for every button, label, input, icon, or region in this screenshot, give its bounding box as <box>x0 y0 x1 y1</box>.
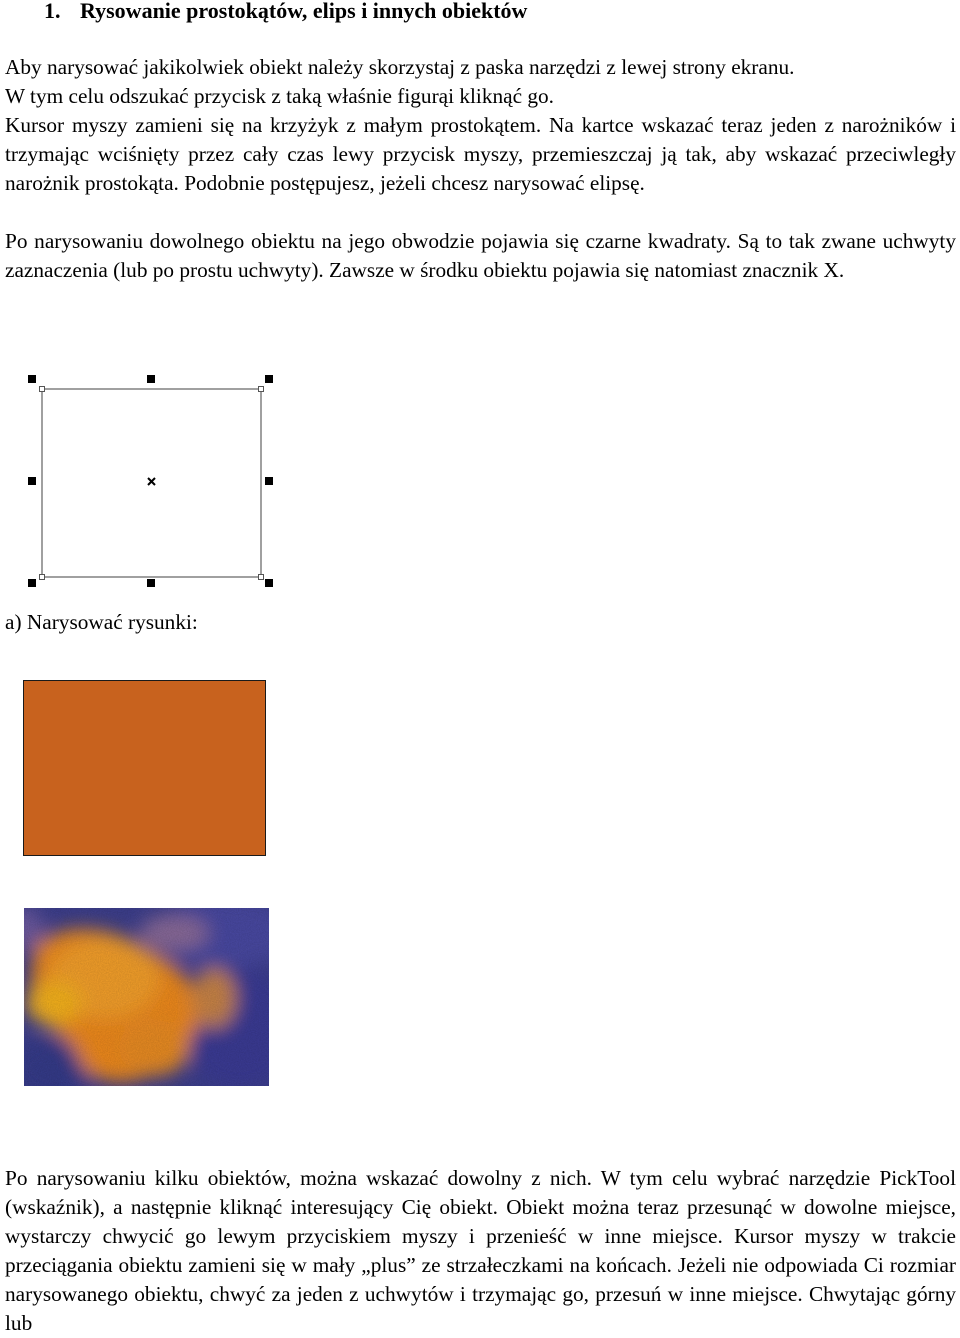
selection-handle-bottom-right <box>265 579 273 587</box>
orange-filled-rectangle <box>23 680 266 856</box>
exercise-label: a) Narysować rysunki: <box>5 610 198 634</box>
selection-handle-middle-left <box>28 477 36 485</box>
intro-line-2: W tym celu odszukać przycisk z taką właśnie figurąi kliknąć go. <box>5 84 554 108</box>
corner-node-br <box>259 575 264 580</box>
fractal-texture-rectangle <box>24 908 269 1086</box>
handles-paragraph: Po narysowaniu dowolnego obiektu na jego obwodzie pojawia się czarne kwadraty. Są to tak zwane uchwyty zaznaczenia (lub po prostu uchwyty). Zawsze w środku obiektu pojawia się natomiast znacznik X. <box>5 229 956 282</box>
section-title: Rysowanie prostokątów, elips i innych obiektów <box>80 0 528 23</box>
selection-handle-middle-right <box>265 477 273 485</box>
selection-handles-figure <box>24 370 284 592</box>
intro-paragraph: Kursor myszy zamieni się na krzyżyk z małym prostokątem. Na kartce wskazać teraz jeden z narożników i trzymając wciśnięty przez cały czas lewy przycisk myszy, przemieszczaj ją tak, aby wskazać przeciwległy narożnik prostokąta. Podobnie postępujesz, jeżeli chcesz narysować elipsę. <box>5 113 956 195</box>
section-number: 1. <box>44 0 61 23</box>
selection-handle-bottom-center <box>147 579 155 587</box>
closing-paragraph: Po narysowaniu kilku obiektów, można wskazać dowolny z nich. W tym celu wybrać narzędzie PickTool (wskaźnik), a następnie kliknąć interesujący Cię obiekt. Obiekt można teraz przesunąć w dowolne miejsce, wystarczy chwycić go lewym przyciskiem myszy i przenieść w inne miejsce. Kursor myszy w trakcie przeciągania obiektu zamieni się w mały „plus” ze strzałeczkami na końcach. Jeżeli nie odpowiada Ci rozmiar narysowanego obiektu, chwyć za jeden z uchwytów i trzymając go, przesuń w inne miejsce. Chwytając górny lub <box>5 1166 956 1335</box>
corner-node-tl <box>40 387 45 392</box>
selected-rectangle <box>42 389 261 577</box>
selection-handle-top-left <box>28 375 36 383</box>
corner-node-tr <box>259 387 264 392</box>
intro-line-1: Aby narysować jakikolwiek obiekt należy skorzystaj z paska narzędzi z lewej strony ekranu. <box>5 55 795 79</box>
corner-node-bl <box>40 575 45 580</box>
selection-handle-top-center <box>147 375 155 383</box>
selection-handle-bottom-left <box>28 579 36 587</box>
selection-handle-top-right <box>265 375 273 383</box>
